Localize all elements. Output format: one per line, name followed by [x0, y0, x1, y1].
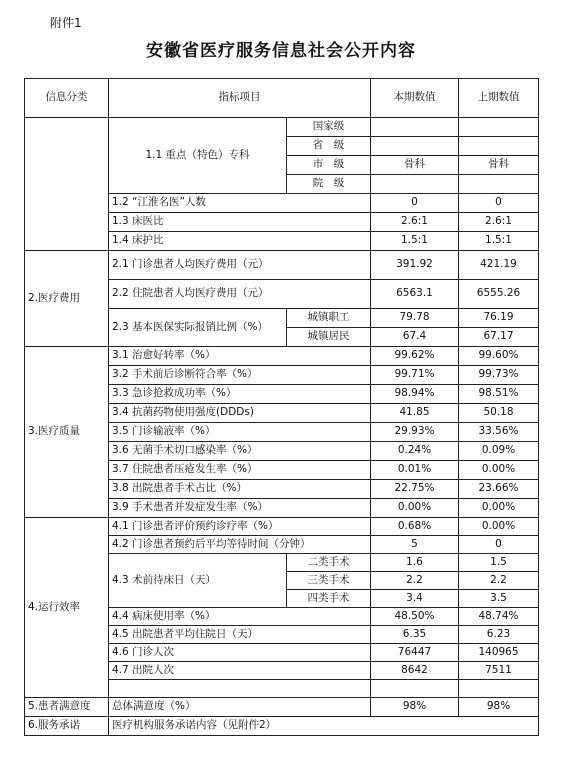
previous-value: 33.56%	[459, 423, 539, 442]
sub-label: 城镇居民	[287, 328, 371, 347]
indicator-label: 4.5 出院患者平均住院日（天）	[109, 626, 371, 644]
previous-value: 99.73%	[459, 366, 539, 385]
current-value: 98.94%	[371, 385, 459, 404]
indicator-label: 2.2 住院患者人均医疗费用（元）	[109, 280, 371, 309]
indicator-label: 3.1 治愈好转率（%）	[109, 347, 371, 366]
previous-value: 2.6:1	[459, 213, 539, 232]
current-value: 0.01%	[371, 461, 459, 480]
current-value: 67.4	[371, 328, 459, 347]
table-row	[25, 347, 539, 366]
previous-value: 0.09%	[459, 442, 539, 461]
indicator-label: 总体满意度（%）	[109, 698, 371, 717]
header-previous: 上期数值	[459, 79, 539, 118]
current-value: 0.24%	[371, 442, 459, 461]
indicator-label: 4.1 门诊患者评价预约诊疗率（%）	[109, 518, 371, 536]
current-value: 1.6	[371, 554, 459, 572]
indicator-label: 2.3 基本医保实际报销比例（%）	[109, 309, 287, 347]
current-value: 1.5:1	[371, 232, 459, 251]
previous-value	[459, 118, 539, 137]
sub-label: 市 级	[287, 156, 371, 175]
previous-value: 7511	[459, 662, 539, 680]
indicator-label: 4.3 术前待床日（天）	[109, 554, 287, 608]
previous-value: 23.66%	[459, 480, 539, 499]
spacer-cell	[459, 680, 539, 698]
category-cell: 6.服务承诺	[25, 717, 109, 736]
attachment-label: 附件1	[50, 16, 82, 30]
previous-value: 3.5	[459, 590, 539, 608]
previous-value: 0	[459, 194, 539, 213]
previous-value	[459, 175, 539, 194]
table-row	[25, 698, 539, 717]
indicator-label: 4.7 出院人次	[109, 662, 371, 680]
current-value: 3.4	[371, 590, 459, 608]
previous-value: 50.18	[459, 404, 539, 423]
current-value: 98%	[371, 698, 459, 717]
previous-value: 0	[459, 536, 539, 554]
header-category: 信息分类	[25, 79, 109, 118]
current-value: 29.93%	[371, 423, 459, 442]
current-value: 5	[371, 536, 459, 554]
previous-value: 98.51%	[459, 385, 539, 404]
previous-value: 2.2	[459, 572, 539, 590]
indicator-label: 1.2 “江淮名医”人数	[109, 194, 371, 213]
current-value	[371, 175, 459, 194]
indicator-label: 3.3 急诊抢救成功率（%）	[109, 385, 371, 404]
indicator-label: 3.7 住院患者压疮发生率（%）	[109, 461, 371, 480]
indicator-label: 3.9 手术患者并发症发生率（%）	[109, 499, 371, 518]
info-table	[24, 78, 539, 736]
current-value: 0.68%	[371, 518, 459, 536]
category-cell: 3.医疗质量	[25, 347, 109, 518]
sub-label: 省 级	[287, 137, 371, 156]
current-value: 79.78	[371, 309, 459, 328]
current-value: 2.6:1	[371, 213, 459, 232]
previous-value: 0.00%	[459, 518, 539, 536]
current-value: 76447	[371, 644, 459, 662]
previous-value: 98%	[459, 698, 539, 717]
previous-value: 99.60%	[459, 347, 539, 366]
sub-label: 院 级	[287, 175, 371, 194]
indicator-label: 3.6 无菌手术切口感染率（%）	[109, 442, 371, 461]
category-cell: 2.医疗费用	[25, 251, 109, 347]
current-value: 391.92	[371, 251, 459, 280]
current-value: 48.50%	[371, 608, 459, 626]
page-title: 安徽省医疗服务信息社会公开内容	[146, 41, 416, 61]
indicator-label: 3.5 门诊输液率（%）	[109, 423, 371, 442]
header-indicator: 指标项目	[109, 79, 371, 118]
indicator-label: 医疗机构服务承诺内容（见附件2）	[109, 717, 539, 736]
current-value: 6563.1	[371, 280, 459, 309]
sub-label: 三类手术	[287, 572, 371, 590]
header-current: 本期数值	[371, 79, 459, 118]
current-value: 骨科	[371, 156, 459, 175]
indicator-label: 1.1 重点（特色）专科	[109, 118, 287, 194]
category-cell: 4.运行效率	[25, 518, 109, 698]
previous-value: 48.74%	[459, 608, 539, 626]
sub-label: 国家级	[287, 118, 371, 137]
previous-value: 421.19	[459, 251, 539, 280]
current-value: 0	[371, 194, 459, 213]
table-row	[25, 518, 539, 536]
indicator-label: 2.1 门诊患者人均医疗费用（元）	[109, 251, 371, 280]
indicator-label: 4.2 门诊患者预约后平均等待时间（分钟）	[109, 536, 371, 554]
indicator-label: 3.4 抗菌药物使用强度(DDDs)	[109, 404, 371, 423]
table-row	[25, 251, 539, 280]
previous-value: 1.5:1	[459, 232, 539, 251]
current-value: 6.35	[371, 626, 459, 644]
current-value: 99.71%	[371, 366, 459, 385]
spacer-cell	[109, 680, 371, 698]
current-value: 99.62%	[371, 347, 459, 366]
spacer-cell	[371, 680, 459, 698]
previous-value: 1.5	[459, 554, 539, 572]
current-value: 41.85	[371, 404, 459, 423]
indicator-label: 4.4 病床使用率（%）	[109, 608, 371, 626]
previous-value: 6555.26	[459, 280, 539, 309]
current-value: 0.00%	[371, 499, 459, 518]
previous-value: 140965	[459, 644, 539, 662]
previous-value: 6.23	[459, 626, 539, 644]
current-value: 8642	[371, 662, 459, 680]
current-value: 22.75%	[371, 480, 459, 499]
table-row	[25, 118, 539, 137]
previous-value: 0.00%	[459, 499, 539, 518]
indicator-label: 3.8 出院患者手术占比（%）	[109, 480, 371, 499]
previous-value: 76.19	[459, 309, 539, 328]
previous-value: 67.17	[459, 328, 539, 347]
previous-value: 0.00%	[459, 461, 539, 480]
category-cell	[25, 118, 109, 251]
current-value	[371, 118, 459, 137]
indicator-label: 3.2 手术前后诊断符合率（%）	[109, 366, 371, 385]
category-cell: 5.患者满意度	[25, 698, 109, 717]
indicator-label: 1.4 床护比	[109, 232, 371, 251]
previous-value: 骨科	[459, 156, 539, 175]
indicator-label: 4.6 门诊人次	[109, 644, 371, 662]
indicator-label: 1.3 床医比	[109, 213, 371, 232]
current-value: 2.2	[371, 572, 459, 590]
sub-label: 城镇职工	[287, 309, 371, 328]
sub-label: 二类手术	[287, 554, 371, 572]
current-value	[371, 137, 459, 156]
sub-label: 四类手术	[287, 590, 371, 608]
table-row	[25, 717, 539, 736]
previous-value	[459, 137, 539, 156]
